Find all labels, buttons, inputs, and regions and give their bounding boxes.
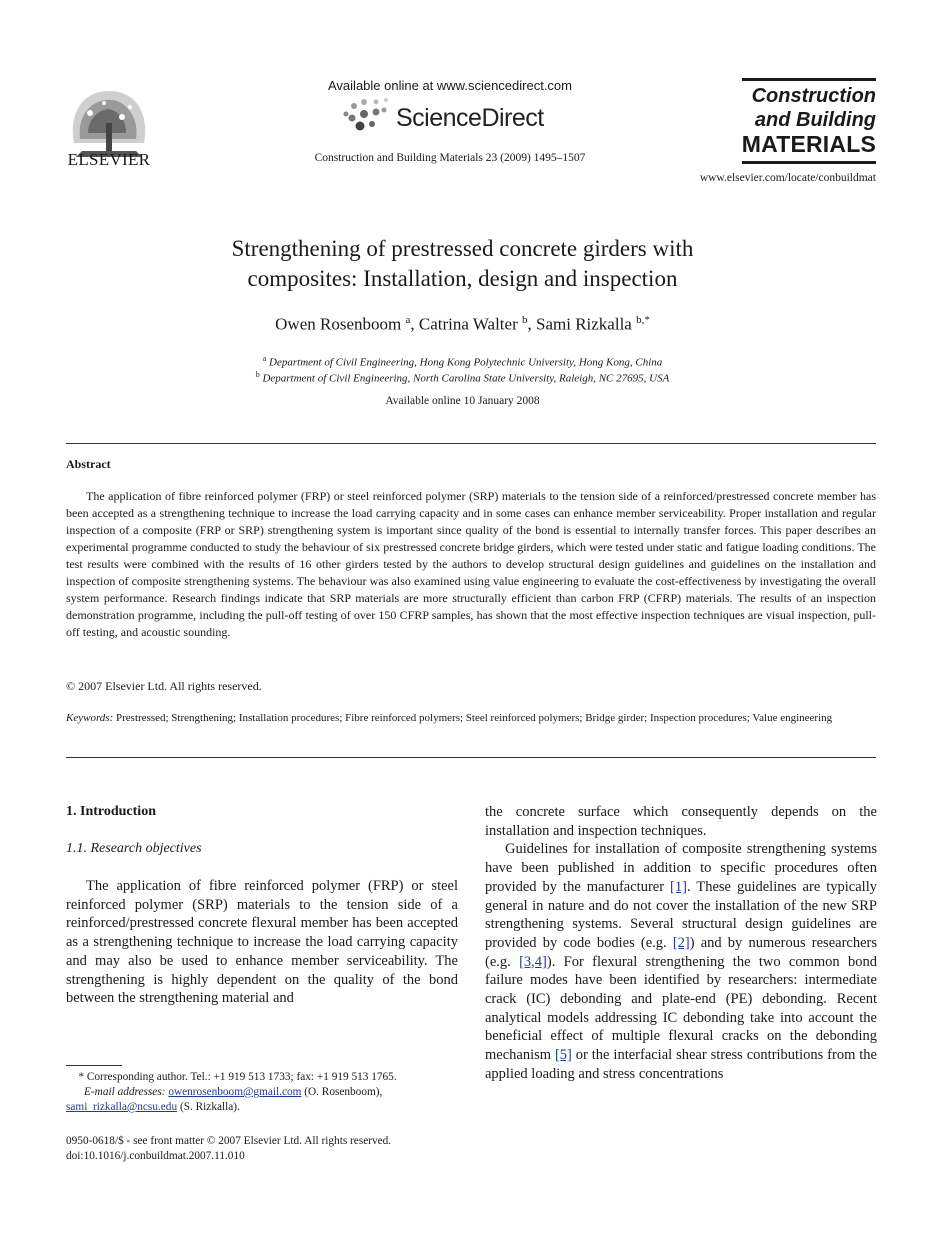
- author-affil-mark: b,*: [636, 314, 650, 326]
- author-affil-mark: a: [405, 314, 411, 326]
- email-owner: (S. Rizkalla).: [179, 1101, 240, 1113]
- right-column-paragraph-2: [485, 840, 877, 1083]
- available-online-line[interactable]: Available online at www.sciencedirect.com: [328, 78, 572, 93]
- affiliation-a: [110, 354, 815, 369]
- citation-link[interactable]: [5]: [554, 1047, 572, 1064]
- sciencedirect-wordmark: ScienceDirect: [396, 104, 544, 132]
- abstract-copyright: © 2007 Elsevier Ltd. All rights reserved.: [66, 679, 262, 693]
- divider: [66, 757, 876, 758]
- email-owner: (O. Rosenboom),: [304, 1086, 383, 1098]
- available-date: Available online 10 January 2008: [385, 395, 540, 407]
- footnote-block: [66, 1070, 458, 1115]
- paragraph-text: or the interfacial shear stress contributions from the applied loading and stress concentrations: [485, 1047, 877, 1082]
- affiliation-mark: a: [262, 354, 267, 363]
- abstract-body: The application of fibre reinforced polymer (FRP) or steel reinforced polymer (SRP) materials to the tension side of a reinforced/prestressed concrete member has been accepted as a strengthening technique to increase the load carrying capacity and in some cases can enhance member serviceability. Proper installation and regular inspection of a composite (FRP or SRP) strengthening system is important since quality of the bond is essential to internally transfer forces. This paper describes an experimental programme conducted to study the behaviour of six prestressed concrete bridge girders, which were tested under static and fatigue loading conditions. The test results were combined with the results of 16 other girders tested by the authors to develop structural design guidelines and guidelines on the installation and inspection of composite strengthening systems. The behaviour was also examined using value engineering to evaluate the cost-effectiveness by investigating the overall system performance. Research findings indicate that SRP materials are more structurally efficient than carbon FRP (CFRP) materials. The results of an inspection demonstration programme, including the pull-off testing of over 150 CFRP samples, has shown that the most effective inspection techniques are visual inspection, pull-off testing, and acoustic sounding.: [66, 489, 876, 639]
- email-note-continued: [66, 1100, 458, 1115]
- footnote-star: *: [78, 1071, 84, 1083]
- journal-url[interactable]: www.elsevier.com/locate/conbuildmat: [699, 172, 876, 184]
- keywords-text: Prestressed; Strengthening; Installation procedures; Fibre reinforced polymers; Steel reinforced polymers; Bridge girder; Inspection procedures; Value engineering: [116, 712, 833, 724]
- author-name: Catrina Walter: [418, 314, 518, 334]
- journal-title-line2: and Building: [754, 109, 876, 131]
- affiliation-mark: b: [255, 370, 260, 379]
- right-column: [485, 803, 877, 1084]
- email-note: [66, 1085, 458, 1100]
- paragraph-text: ) and by numerous researchers (e.g.: [485, 934, 877, 970]
- journal-title-top-rule: [742, 78, 876, 81]
- subsection-heading: 1.1. Research objectives: [66, 841, 202, 856]
- author-name: Sami Rizkalla: [536, 314, 632, 334]
- affiliation-text: Department of Civil Engineering, North Carolina State University, Raleigh, NC 27695, USA: [262, 372, 670, 385]
- abstract-heading: Abstract: [66, 457, 111, 471]
- article-title-line1: Strengthening of prestressed concrete girders with: [231, 236, 694, 261]
- journal-title-line3: MATERIALS: [741, 131, 876, 157]
- affiliation-text: Department of Civil Engineering, Hong Kong Polytechnic University, Hong Kong, China: [269, 356, 663, 369]
- paragraph-text: ). For flexural strengthening the two common bond failure modes have been identified by researchers: intermediate crack (IC) debonding and plate-end (PE) debonding. Recent analytical models addressing IC debonding take into account the beneficial effect of multiple flexural cracks on the debonding mechanism: [485, 953, 877, 1064]
- author-affil-mark: b: [522, 314, 528, 326]
- keywords: [66, 711, 876, 726]
- email-label: E-mail addresses:: [84, 1086, 166, 1098]
- journal-title-block: [690, 84, 876, 156]
- citation-link[interactable]: [1]: [670, 878, 687, 895]
- divider: [66, 443, 876, 444]
- article-title: [110, 234, 815, 294]
- email-link-rizkalla[interactable]: sami_rizkalla@ncsu.edu: [66, 1101, 178, 1113]
- keywords-label: Keywords:: [66, 712, 114, 724]
- corresponding-author-text: Corresponding author. Tel.: +1 919 513 1733; fax: +1 919 513 1765.: [86, 1071, 397, 1083]
- affiliation-b: [110, 370, 815, 385]
- journal-reference: Construction and Building Materials 23 (2009) 1495–1507: [314, 152, 586, 164]
- author-list: Owen Rosenboom $^a$, Catrina Walter $^b$, Sami Rizkalla $^{b,*}$: [275, 314, 650, 334]
- citation-link[interactable]: [3,4]: [519, 953, 547, 970]
- issn-line: 0950-0618/$ - see front matter © 2007 Elsevier Ltd. All rights reserved.: [66, 1135, 392, 1147]
- paragraph-text: . These guidelines are typically general in nature and do not cover the installation of the new SRP strengthening systems. Several structural design guidelines are provided by code bodies (e.g.: [485, 878, 877, 951]
- left-column-paragraph: The application of fibre reinforced polymer (FRP) or steel reinforced polymer (SRP) materials to the tension side of a reinforced/prestressed concrete flexural member has been accepted as a strengthening technique to increase the load carrying capacity and may also be used to enhance member serviceability. The strengthening is highly dependent on the quality of the bond between the strengthening material and: [66, 878, 458, 1007]
- elsevier-logo-text: ELSEVIER: [67, 150, 151, 169]
- author-name: Owen Rosenboom: [275, 314, 402, 334]
- footnote-rule: [66, 1065, 122, 1066]
- journal-title-bottom-rule: [742, 161, 876, 164]
- section-heading: 1. Introduction: [66, 804, 156, 819]
- journal-title-line1: Construction: [751, 85, 876, 107]
- email-link-rosenboom[interactable]: owenrosenboom@gmail.com: [168, 1086, 302, 1098]
- article-title-line2: composites: Installation, design and inspection: [247, 266, 678, 291]
- corresponding-author-note: [66, 1070, 458, 1085]
- paragraph-text: Guidelines for installation of composite strengthening systems have been published in addition to specific procedures often provided by the manufacturer: [485, 841, 877, 895]
- right-column-paragraph-1: the concrete surface which consequently depends on the installation and inspection techniques.: [485, 804, 877, 839]
- front-matter: [66, 1134, 391, 1164]
- doi-line[interactable]: doi:10.1016/j.conbuildmat.2007.11.010: [66, 1150, 245, 1162]
- citation-link[interactable]: [2]: [672, 934, 690, 951]
